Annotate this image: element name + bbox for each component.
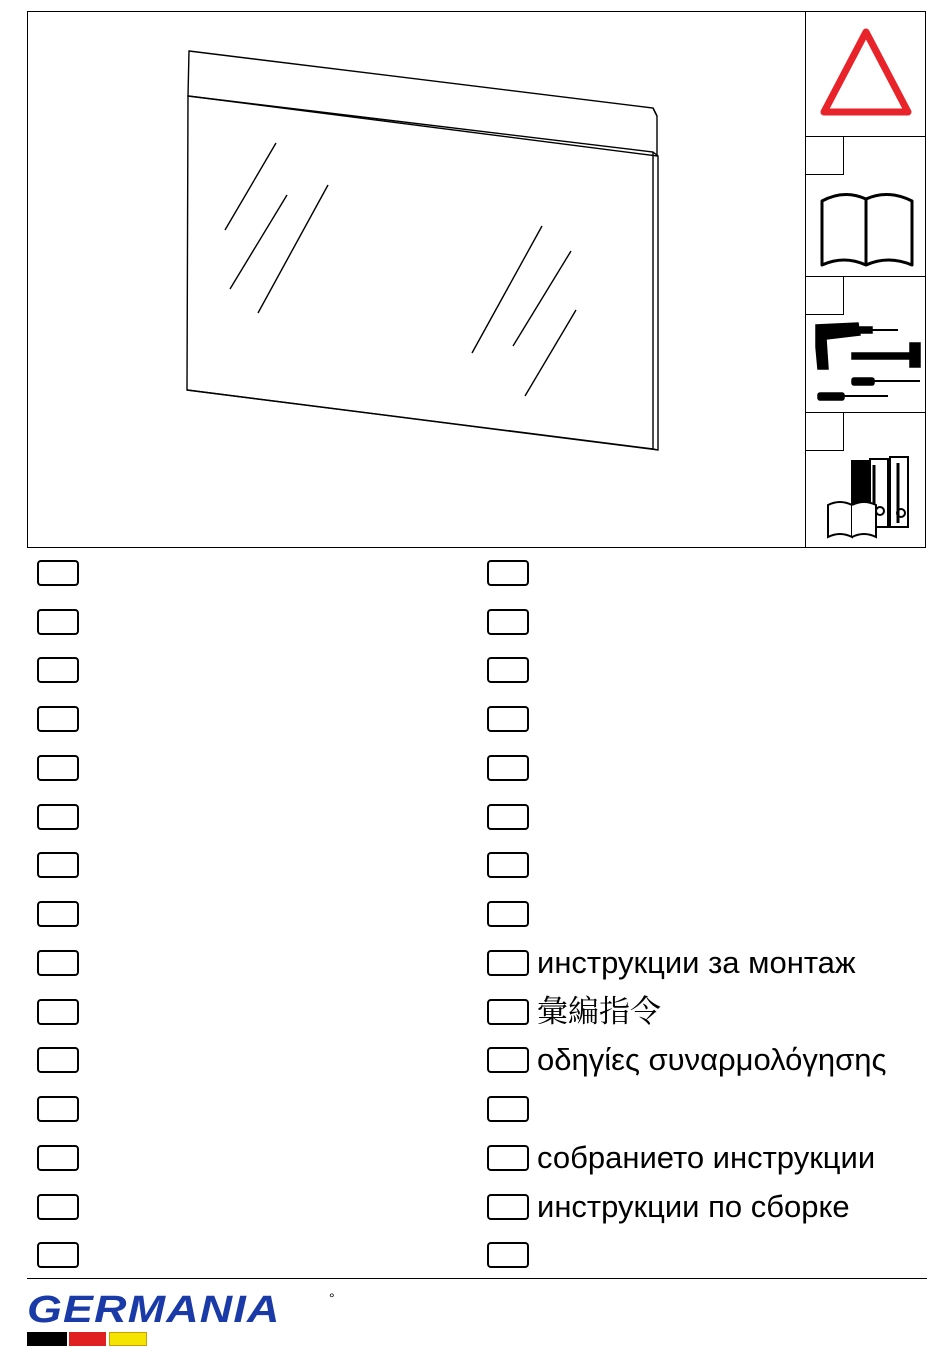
- lang-code-box: [37, 1047, 79, 1073]
- open-book-icon: [806, 137, 926, 277]
- lang-row-left: [37, 751, 87, 785]
- lang-label-greek: οδηγίες συναρμολόγησης: [537, 1042, 887, 1077]
- lang-code-box: [37, 1096, 79, 1122]
- brand-logo: [27, 1290, 347, 1350]
- lang-code-box: [487, 804, 529, 830]
- lang-row-right: [487, 653, 537, 687]
- lang-code-box: [37, 1145, 79, 1171]
- lang-code-box: [37, 560, 79, 586]
- lang-code-box: [487, 999, 529, 1025]
- read-manual-cell: [806, 137, 926, 277]
- lang-code-box: [37, 901, 79, 927]
- flag-stripe-black: [27, 1332, 67, 1346]
- lang-row-left: [37, 653, 87, 687]
- lang-row-right: [487, 848, 537, 882]
- lang-code-box: [37, 1194, 79, 1220]
- lang-row-right: [487, 702, 537, 736]
- lang-row-right: [487, 1141, 875, 1175]
- lang-row-right: [487, 1092, 537, 1126]
- lang-row-left: [37, 1238, 87, 1272]
- lang-code-box: [487, 1145, 529, 1171]
- lang-code-box: [487, 901, 529, 927]
- lang-row-right: [487, 1043, 886, 1077]
- lang-row-right: [487, 556, 537, 590]
- lang-row-right: [487, 751, 537, 785]
- lang-row-left: [37, 1141, 87, 1175]
- flag-stripe-red: [69, 1332, 106, 1346]
- side-panel: [805, 12, 926, 547]
- lang-code-box: [487, 706, 529, 732]
- lang-code-box: [37, 706, 79, 732]
- lang-code-box: [487, 1047, 529, 1073]
- lang-code-box: [37, 1242, 79, 1268]
- binders-cell: [806, 413, 926, 547]
- lang-code-box: [37, 609, 79, 635]
- lang-row-right: [487, 605, 537, 639]
- tools-icon: [806, 277, 926, 413]
- lang-label-bulgarian: инструкции за монтаж: [537, 945, 856, 980]
- lang-row-left: [37, 897, 87, 931]
- lang-code-box: [37, 950, 79, 976]
- lang-code-box: [37, 657, 79, 683]
- lang-row-right: [487, 1238, 537, 1272]
- warning-cell: [806, 12, 926, 137]
- lang-row-left: [37, 848, 87, 882]
- lang-code-box: [37, 755, 79, 781]
- lang-row-left: [37, 800, 87, 834]
- lang-code-box: [487, 657, 529, 683]
- lang-code-box: [487, 560, 529, 586]
- lang-code-box: [487, 1242, 529, 1268]
- lang-row-right: [487, 995, 661, 1029]
- lang-label-chinese: 彙編指令: [537, 994, 661, 1029]
- lang-row-left: [37, 1092, 87, 1126]
- warning-triangle-icon: [806, 12, 926, 137]
- lang-row-left: [37, 605, 87, 639]
- brand-name: GERMANIA: [27, 1289, 281, 1331]
- brand-mark: °: [329, 1290, 335, 1306]
- flag-stripe-gold: [109, 1332, 147, 1346]
- lang-row-left: [37, 946, 87, 980]
- lang-row-left: [37, 556, 87, 590]
- lang-row-left: [37, 1190, 87, 1224]
- lang-row-right: [487, 897, 537, 931]
- lang-code-box: [487, 950, 529, 976]
- lang-code-box: [487, 852, 529, 878]
- footer-divider: [27, 1278, 927, 1279]
- cover-frame: [27, 11, 926, 548]
- lang-row-left: [37, 702, 87, 736]
- lang-code-box: [37, 999, 79, 1025]
- binders-book-icon: [806, 413, 926, 547]
- lang-code-box: [37, 804, 79, 830]
- panel-illustration: [28, 12, 806, 547]
- lang-label-macedonian: собранието инструкции: [537, 1140, 876, 1175]
- lang-row-left: [37, 995, 87, 1029]
- lang-code-box: [487, 1194, 529, 1220]
- lang-code-box: [487, 1096, 529, 1122]
- lang-row-left: [37, 1043, 87, 1077]
- lang-row-right: [487, 800, 537, 834]
- lang-label-russian: инструкции по сборке: [537, 1189, 850, 1224]
- lang-row-right: [487, 946, 856, 980]
- lang-code-box: [487, 609, 529, 635]
- tools-cell: [806, 277, 926, 413]
- lang-code-box: [37, 852, 79, 878]
- lang-row-right: [487, 1190, 850, 1224]
- lang-code-box: [487, 755, 529, 781]
